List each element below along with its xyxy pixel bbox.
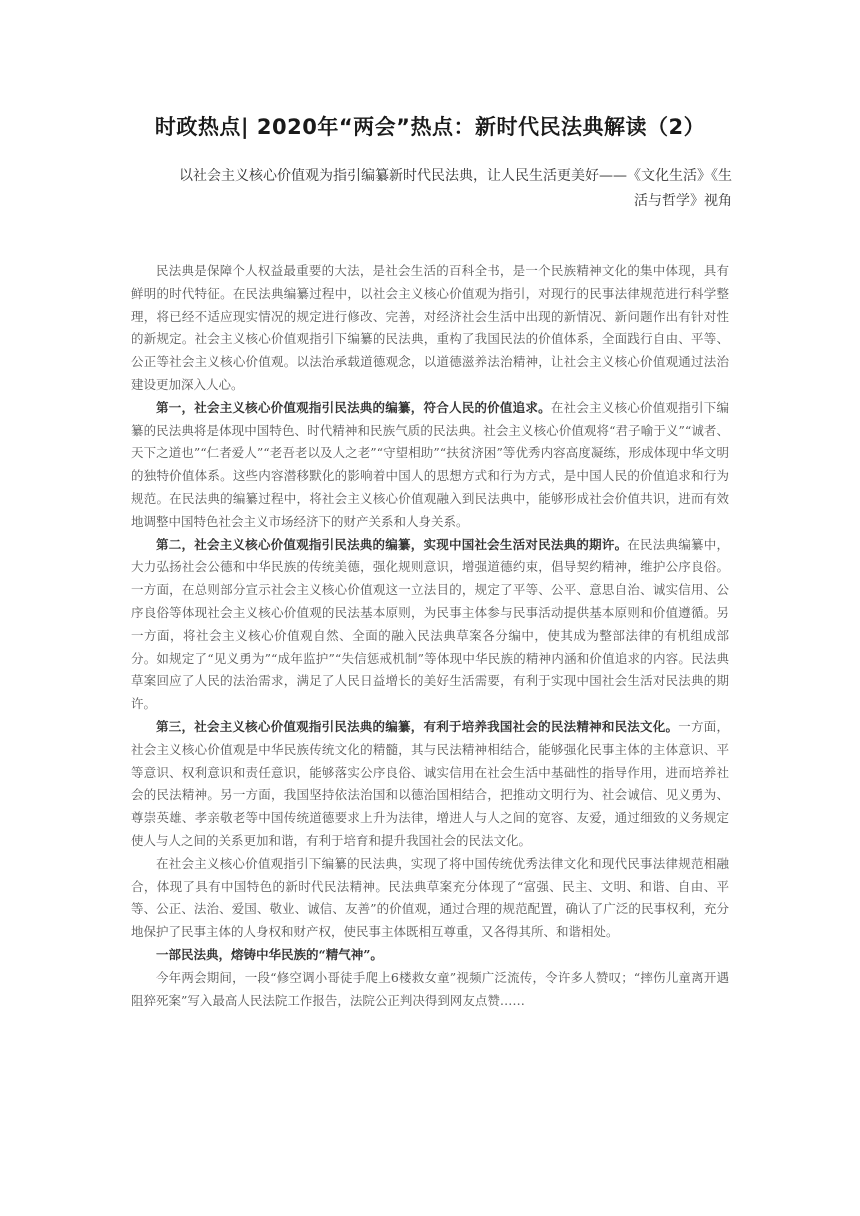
summary-paragraph: [131, 853, 729, 944]
closing-paragraph: [131, 967, 729, 1013]
intro-paragraph: [131, 260, 729, 397]
paragraph-text: 在民法典编纂中，大力弘扬社会公德和中华民族的传统美德，强化规则意识，增强道德约束，倡导契约精神，维护公序良俗。一方面，在总则部分宣示社会主义核心价值观这一立法目的，规定了平等、公平、意思自治、诚实信用、公序良俗等体现社会主义核心价值观的民法基本原则，为民事主体参与民事活动提供基本原则和价值遵循。另一方面，将社会主义核心价值观自然、全面的融入民法典草案各分编中，使其成为整部法律的有机组成部分。如规定了“见义勇为”“成年监护”“失信惩戒机制”等体现中华民族的精神内涵和价值追求的内容。民法典草案回应了人民的法治需求，满足了人民日益增长的美好生活需要，有利于实现中国社会生活对民法典的期许。: [131, 536, 729, 712]
section-heading: 一部民法典，熔铸中华民族的“精气神”。: [156, 946, 383, 962]
point-three-lead: 第三，社会主义核心价值观指引民法典的编纂，有利于培养我国社会的民法精神和民法文化。: [156, 718, 679, 734]
paragraph-text: 民法典是保障个人权益最重要的大法，是社会生活的百科全书，是一个民族精神文化的集中体现，具有鲜明的时代特征。在民法典编纂过程中，以社会主义核心价值观为指引，对现行的民事法律规范进行科学整理，将已经不适应现实情况的规定进行修改、完善，对经济社会生活中出现的新情况、新问题作出有针对性的新规定。社会主义核心价值观指引下编纂的民法典，重构了我国民法的价值体系，全面践行自由、平等、公正等社会主义核心价值观。以法治承载道德观念，以道德滋养法治精神，让社会主义核心价值观通过法治建设更加深入人心。: [131, 263, 729, 392]
point-two-paragraph: [131, 534, 729, 716]
point-one-paragraph: [131, 397, 729, 534]
point-three-paragraph: [131, 716, 729, 853]
paragraph-text: 一方面，社会主义核心价值观是中华民族传统文化的精髓，其与民法精神相结合，能够强化民事主体的主体意识、平等意识、权利意识和责任意识，能够落实公序良俗、诚实信用在社会生活中基础性的指导作用，进而培养社会的民法精神。另一方面，我国坚持依法治国和以德治国相结合，把推动文明行为、社会诚信、见义勇为、尊崇英雄、孝亲敬老等中国传统道德要求上升为法律，增进人与人之间的宽容、友爱，通过细致的义务规定使人与人之间的关系更加和谐，有利于培育和提升我国社会的民法文化。: [131, 718, 729, 848]
paragraph-text: 今年两会期间，一段“修空调小哥徒手爬上6楼救女童”视频广泛流传，令许多人赞叹；“摔伤儿童离开遇阻猝死案”写入最高人民法院工作报告，法院公正判决得到网友点赞……: [131, 969, 729, 1008]
point-two-lead: 第二，社会主义核心价值观指引民法典的编纂，实现中国社会生活对民法典的期许。: [156, 536, 628, 552]
paragraph-text: 在社会主义核心价值观指引下编纂的民法典，实现了将中国传统优秀法律文化和现代民事法律规范相融合，体现了具有中国特色的新时代民法精神。民法典草案充分体现了“富强、民主、文明、和谐、自由、平等、公正、法治、爱国、敬业、诚信、友善”的价值观，通过合理的规范配置，确认了广泛的民事权利，充分地保护了民事主体的人身权和财产权，使民事主体既相互尊重，又各得其所、和谐相处。: [131, 855, 729, 940]
point-one-lead: 第一，社会主义核心价值观指引民法典的编纂，符合人民的价值追求。: [156, 399, 551, 415]
page-subtitle: 以社会主义核心价值观为指引编纂新时代民法典，让人民生活更美好——《文化生活》《生活与哲学》视角: [179, 168, 732, 209]
paragraph-text: 在社会主义核心价值观指引下编纂的民法典将是体现中国特色、时代精神和民族气质的民法典。社会主义核心价值观将“君子喻于义”“诚者、天下之道也”“仁者爱人”“老吾老以及人之老”“守望相助”“扶贫济困”等优秀内容高度凝练，形成体现中华文明的独特价值体系。这些内容潜移默化的影响着中国人的思想方式和行为方式，是中国人民的价值追求和行为规范。在民法典的编纂过程中，将社会主义核心价值观融入到民法典中，能够形成社会价值共识，进而有效地调整中国特色社会主义市场经济下的财产关系和人身关系。: [131, 399, 729, 529]
article-body: [131, 260, 729, 1012]
page-title: 时政热点| 2020年“两会”热点：新时代民法典解读（2）: [154, 115, 706, 139]
